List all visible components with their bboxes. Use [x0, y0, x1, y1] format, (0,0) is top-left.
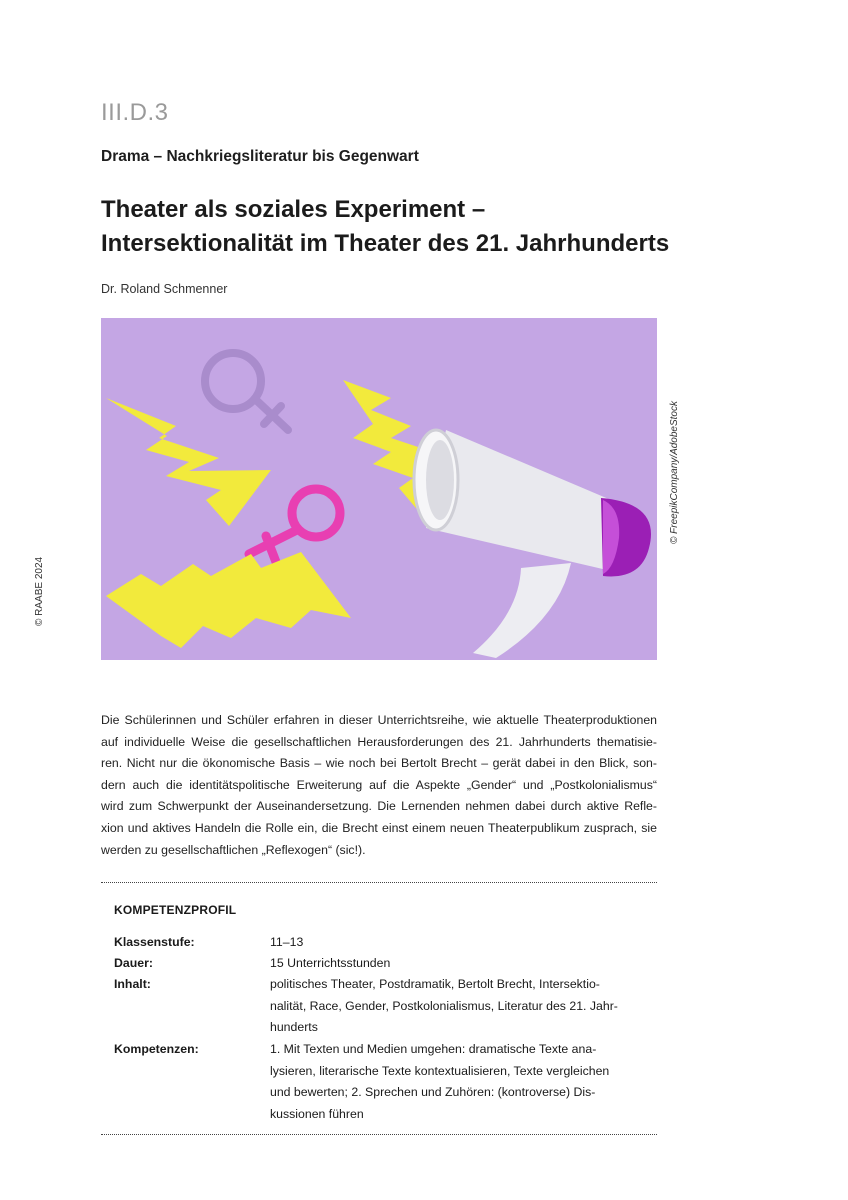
side-copyright-text: © RAABE 2024 [34, 556, 45, 626]
intro-paragraph [101, 710, 657, 861]
unit-code: III.D.3 [101, 99, 169, 126]
profile-value-line: 11–13 [270, 935, 304, 949]
author-name: Dr. Roland Schmenner [101, 282, 228, 296]
series-subtitle: Drama – Nachkriegsliteratur bis Gegenwart [101, 148, 419, 165]
profile-value-line: lysieren, literarische Texte kontextualisieren, Texte vergleichen [270, 1063, 610, 1078]
title-line-2: Intersektionalität im Theater des 21. Jahrhunderts [101, 230, 670, 257]
intro-line: Die Schülerinnen und Schüler erfahren in dieser Unterrichtsreihe, wie aktuelle Theaterproduktionen [101, 713, 657, 727]
profile-value [270, 1039, 640, 1125]
kompetenzprofil-heading: KOMPETENZPROFIL [114, 903, 237, 917]
profile-label: Dauer: [114, 956, 153, 970]
intro-line: auf individuelle Weise die gesellschaftlichen Herausforderungen des 21. Jahrhunderts thematisie- [101, 734, 657, 749]
divider-top [101, 882, 657, 883]
profile-value-line: politisches Theater, Postdramatik, Bertolt Brecht, Intersektio- [270, 977, 600, 991]
image-credit-text: © FreepikCompany/AdobeStock [669, 401, 680, 544]
profile-value [270, 974, 640, 1039]
intro-line: ren. Nicht nur die ökonomische Basis – wie noch bei Bertolt Brecht – gerät dabei in den Blick, son- [101, 756, 657, 771]
intro-line: dern auch die identitätspolitische Erweiterung auf die Aspekte „Gender“ und „Postkolonialismus“ [101, 777, 657, 792]
profile-label: Kompetenzen: [114, 1042, 199, 1056]
divider-bottom [101, 1134, 657, 1135]
intro-line: werden zu gesellschaftlichen „Reflexogen“ (sic!). [101, 842, 366, 857]
profile-value-line: hunderts [270, 1020, 318, 1035]
profile-label: Klassenstufe: [114, 935, 195, 949]
profile-value-line: 1. Mit Texten und Medien umgehen: dramatische Texte ana- [270, 1042, 597, 1056]
intro-line: xion und aktives Handeln die Rolle ein, die Brecht einst einem neuen Theaterpublikum zusprach, sie [101, 820, 657, 835]
profile-value-line: und bewerten; 2. Sprechen und Zuhören: (kontroverse) Dis- [270, 1085, 596, 1100]
intro-line: wird zum Schwerpunkt der Auseinandersetzung. Die Lernenden nehmen dabei durch aktive Refle- [101, 799, 657, 814]
profile-value-line: 15 Unterrichtsstunden [270, 956, 391, 970]
profile-value [270, 953, 640, 975]
title-line-1: Theater als soziales Experiment – [101, 196, 486, 223]
profile-value [270, 932, 640, 954]
profile-label: Inhalt: [114, 977, 151, 991]
page-title [101, 193, 701, 261]
profile-value-line: nalität, Race, Gender, Postkolonialismus, Literatur des 21. Jahr- [270, 998, 618, 1013]
profile-value-line: kussionen führen [270, 1106, 364, 1121]
cover-photo [101, 318, 657, 660]
